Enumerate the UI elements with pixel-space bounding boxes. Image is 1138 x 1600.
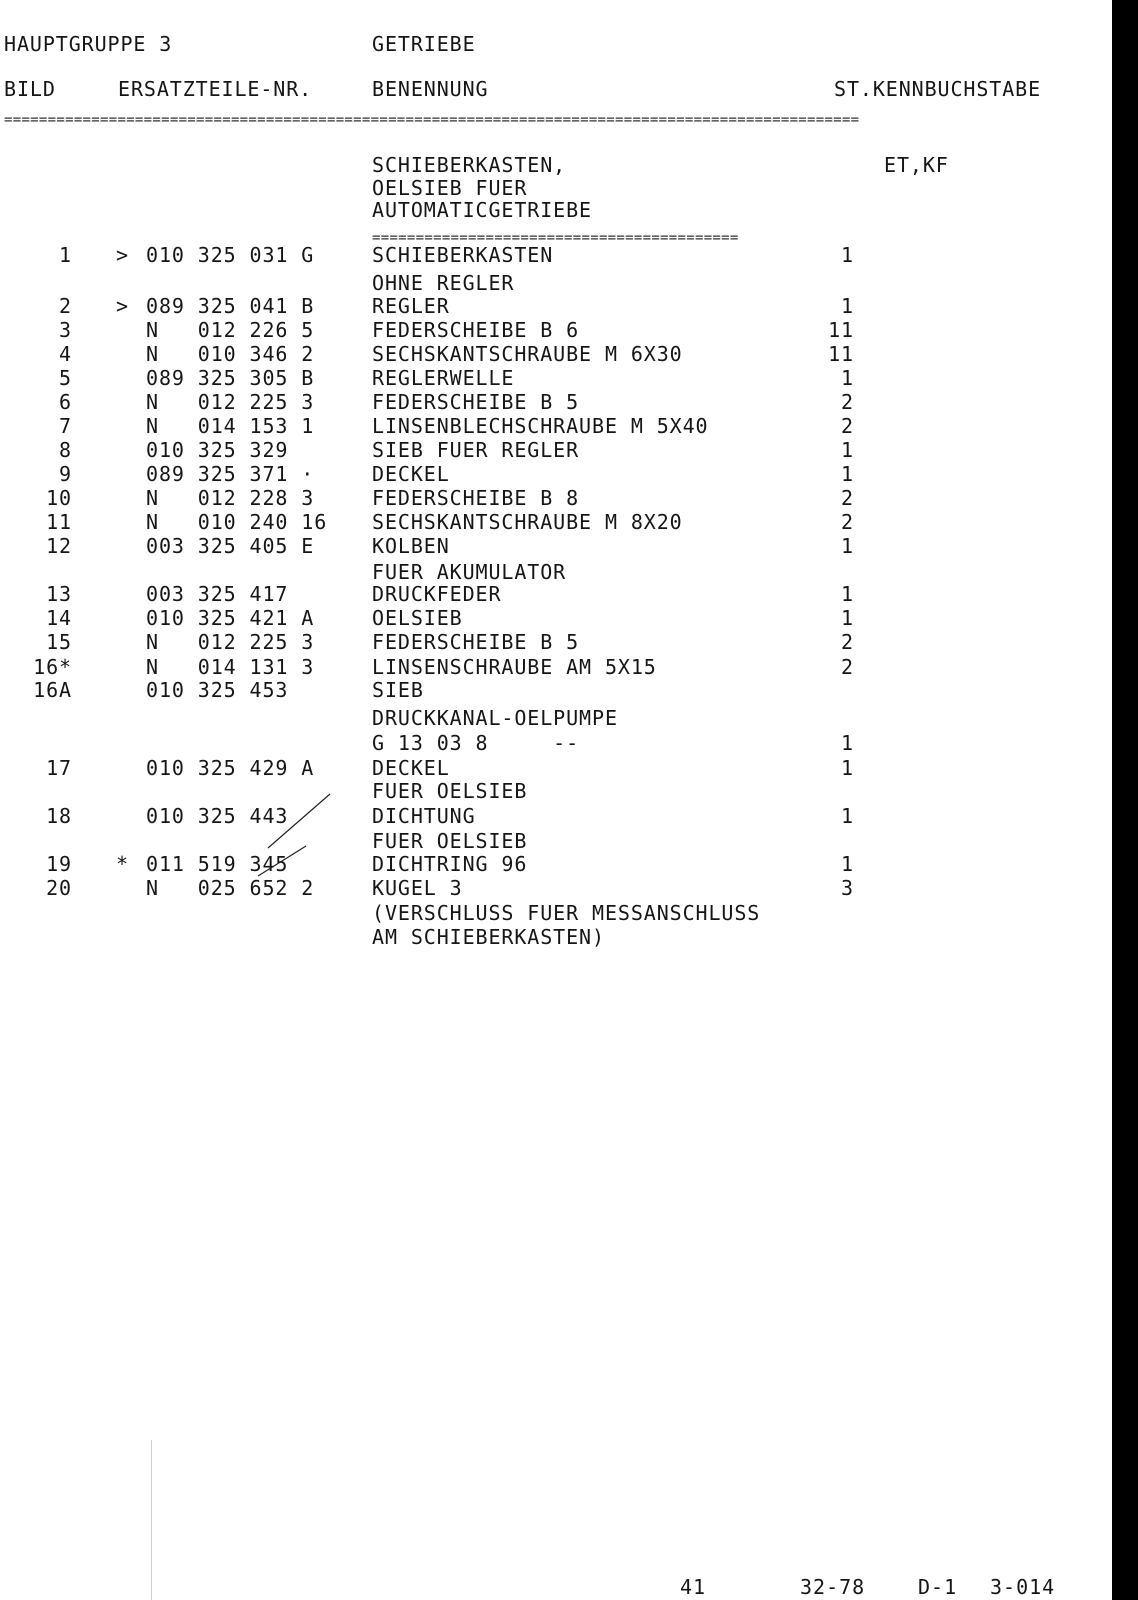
- row-bild-number: 8: [59, 438, 72, 462]
- row-part-number: 010 325 429 A: [146, 756, 315, 780]
- row-part-number: N 014 153 1: [146, 414, 315, 438]
- row-part-name: G 13 03 8 --: [372, 731, 580, 755]
- row-part-name: KUGEL 3: [372, 876, 463, 900]
- row-quantity: 2: [841, 486, 854, 510]
- column-header-name: BENENNUNG: [372, 77, 489, 101]
- row-quantity: 1: [841, 852, 854, 876]
- row-quantity: 1: [841, 534, 854, 558]
- footer-reference: 3-014: [990, 1575, 1056, 1599]
- row-quantity: 1: [841, 294, 854, 318]
- row-part-name: LINSENBLECHSCHRAUBE M 5X40: [372, 414, 709, 438]
- row-part-name: KOLBEN: [372, 534, 450, 558]
- row-part-name: SECHSKANTSCHRAUBE M 6X30: [372, 342, 683, 366]
- footer-page-number: 41: [680, 1575, 707, 1599]
- row-bild-number: 16*: [33, 655, 72, 679]
- column-header-qty-code: ST.KENNBUCHSTABE: [834, 77, 1042, 101]
- row-quantity: 2: [841, 630, 854, 654]
- row-part-number: N 012 225 3: [146, 390, 315, 414]
- row-quantity: 1: [841, 462, 854, 486]
- row-bild-number: 6: [59, 390, 72, 414]
- row-bild-number: 10: [46, 486, 72, 510]
- row-part-name: (VERSCHLUSS FUER MESSANSCHLUSS: [372, 901, 761, 925]
- row-bild-number: 14: [46, 606, 72, 630]
- row-part-number: 010 325 421 A: [146, 606, 315, 630]
- row-bild-number: 2: [59, 294, 72, 318]
- row-part-name: SCHIEBERKASTEN: [372, 243, 554, 267]
- row-quantity: 1: [841, 804, 854, 828]
- row-part-name: FEDERSCHEIBE B 8: [372, 486, 580, 510]
- row-bild-number: 18: [46, 804, 72, 828]
- row-part-number: N 014 131 3: [146, 655, 315, 679]
- row-part-name: FUER OELSIEB: [372, 829, 528, 853]
- row-part-name: OELSIEB: [372, 606, 463, 630]
- section-underline: ==========================================: [372, 233, 739, 243]
- row-part-number: N 010 346 2: [146, 342, 315, 366]
- row-part-name: DICHTUNG: [372, 804, 476, 828]
- section-title-line-3: AUTOMATICGETRIEBE: [372, 198, 592, 222]
- row-quantity: 2: [841, 510, 854, 534]
- row-quantity: 11: [828, 318, 854, 342]
- row-bild-number: 9: [59, 462, 72, 486]
- row-quantity: 1: [841, 582, 854, 606]
- row-part-number: 010 325 453: [146, 678, 289, 702]
- row-quantity: 2: [841, 655, 854, 679]
- row-quantity: 11: [828, 342, 854, 366]
- row-part-number: N 025 652 2: [146, 876, 315, 900]
- row-part-name: FUER OELSIEB: [372, 779, 528, 803]
- row-bild-number: 1: [59, 243, 72, 267]
- row-change-mark: >: [116, 294, 129, 318]
- header-separator: ==================================================================================================: [4, 115, 860, 125]
- section-code: ET,KF: [884, 153, 949, 177]
- row-part-number: 089 325 305 B: [146, 366, 315, 390]
- row-part-name: REGLERWELLE: [372, 366, 515, 390]
- row-quantity: 1: [841, 731, 854, 755]
- row-bild-number: 3: [59, 318, 72, 342]
- main-group-name: GETRIEBE: [372, 32, 476, 56]
- row-part-name: SECHSKANTSCHRAUBE M 8X20: [372, 510, 683, 534]
- row-part-number: 003 325 405 E: [146, 534, 315, 558]
- row-bild-number: 19: [46, 852, 72, 876]
- row-bild-number: 20: [46, 876, 72, 900]
- row-part-name: FEDERSCHEIBE B 5: [372, 630, 580, 654]
- row-part-number: 089 325 371 ·: [146, 462, 315, 486]
- scan-edge-border: [1112, 0, 1138, 1600]
- row-quantity: 1: [841, 756, 854, 780]
- row-part-number: 010 325 031 G: [146, 243, 315, 267]
- column-header-part-number: ERSATZTEILE-NR.: [118, 77, 313, 101]
- row-quantity: 1: [841, 366, 854, 390]
- row-bild-number: 13: [46, 582, 72, 606]
- row-part-name: OHNE REGLER: [372, 271, 515, 295]
- row-change-mark: *: [116, 852, 129, 876]
- row-part-name: FEDERSCHEIBE B 5: [372, 390, 580, 414]
- row-part-number: 003 325 417: [146, 582, 289, 606]
- row-part-name: FUER AKUMULATOR: [372, 560, 567, 584]
- row-part-name: LINSENSCHRAUBE AM 5X15: [372, 655, 657, 679]
- row-part-number: N 010 240 16: [146, 510, 328, 534]
- row-bild-number: 15: [46, 630, 72, 654]
- row-quantity: 1: [841, 606, 854, 630]
- section-title-line-2: OELSIEB FUER: [372, 176, 528, 200]
- row-part-number: 011 519 345: [146, 852, 289, 876]
- row-part-number: 010 325 443: [146, 804, 289, 828]
- row-bild-number: 5: [59, 366, 72, 390]
- row-part-number: N 012 225 3: [146, 630, 315, 654]
- row-part-name: REGLER: [372, 294, 450, 318]
- row-part-name: DICHTRING 96: [372, 852, 528, 876]
- row-bild-number: 4: [59, 342, 72, 366]
- footer-date-code: 32-78: [800, 1575, 866, 1599]
- row-part-name: AM SCHIEBERKASTEN): [372, 925, 605, 949]
- row-quantity: 2: [841, 390, 854, 414]
- row-part-name: DECKEL: [372, 756, 450, 780]
- row-quantity: 2: [841, 414, 854, 438]
- scan-artifact-line: [151, 1440, 152, 1600]
- main-group-label: HAUPTGRUPPE 3: [4, 32, 173, 56]
- row-part-number: 089 325 041 B: [146, 294, 315, 318]
- row-quantity: 3: [841, 876, 854, 900]
- row-part-name: SIEB FUER REGLER: [372, 438, 580, 462]
- row-quantity: 1: [841, 243, 854, 267]
- row-quantity: 1: [841, 438, 854, 462]
- row-part-name: DECKEL: [372, 462, 450, 486]
- section-title-line-1: SCHIEBERKASTEN,: [372, 153, 567, 177]
- row-part-number: N 012 228 3: [146, 486, 315, 510]
- row-change-mark: >: [116, 243, 129, 267]
- row-bild-number: 17: [46, 756, 72, 780]
- row-part-name: SIEB: [372, 678, 424, 702]
- row-bild-number: 12: [46, 534, 72, 558]
- row-part-name: DRUCKKANAL-OELPUMPE: [372, 706, 618, 730]
- row-bild-number: 16A: [33, 678, 72, 702]
- column-header-bild: BILD: [4, 77, 56, 101]
- row-part-name: FEDERSCHEIBE B 6: [372, 318, 580, 342]
- row-part-number: N 012 226 5: [146, 318, 315, 342]
- row-bild-number: 11: [46, 510, 72, 534]
- footer-language-code: D-1: [918, 1575, 958, 1599]
- row-bild-number: 7: [59, 414, 72, 438]
- row-part-number: 010 325 329: [146, 438, 289, 462]
- row-part-name: DRUCKFEDER: [372, 582, 502, 606]
